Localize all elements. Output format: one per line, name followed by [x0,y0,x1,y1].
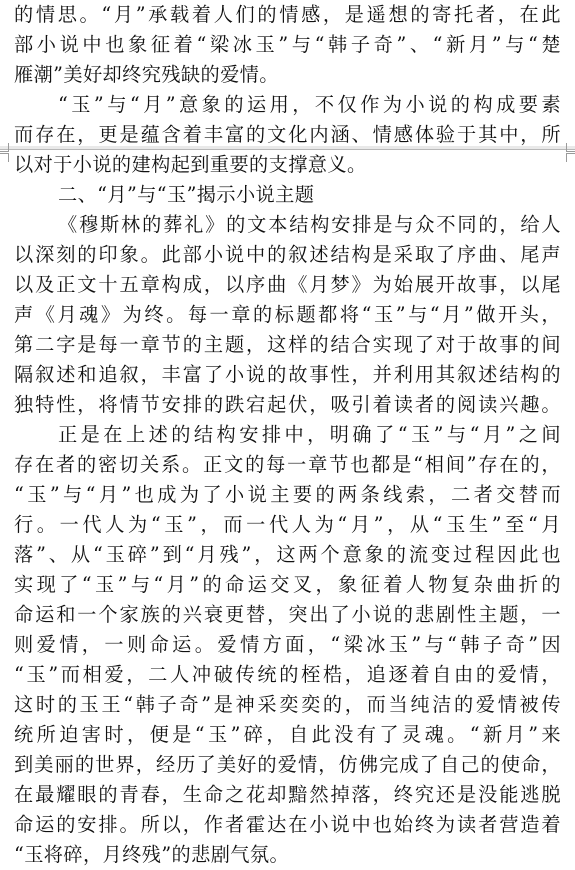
text-line: 隔叙述和追叙，丰富了小说的故事性，并利用其叙述结构的 [14,363,561,386]
text-line: 存在者的密切关系。正文的每一章节也都是“相间”存在的， [14,453,561,476]
text-line: 第二字是每一章节的主题，这样的结合实现了对于故事的间 [14,333,561,356]
text-line: 则爱情，一则命运。爱情方面，“梁冰玉”与“韩子奇”因 [14,633,561,656]
page-bottom-section [0,150,575,870]
text-line: “玉将碎，月终残”的悲剧气氛。 [14,843,290,866]
paragraph-first-line: 正是在上述的结构安排中，明确了“玉”与“月”之间 [58,423,561,446]
text-line: 命运的安排。所以，作者霍达在小说中也始终为读者营造着 [14,813,561,836]
text-line: 这时的玉王“韩子奇”是神采奕奕的，而当纯洁的爱情被传 [14,693,561,716]
text-line: 行。一代人为“玉”，而一代人为“月”，从“玉生”至“月 [14,513,561,536]
paragraph-first-line: “玉”与“月”意象的运用，不仅作为小说的构成要素 [58,93,561,116]
text-line: 以对于小说的建构起到重要的支撑意义。 [14,153,367,176]
text-line: 落”、从“玉碎”到“月残”，这两个意象的流变过程因此也 [14,543,561,566]
text-line: 以及正文十五章构成，以序曲《月梦》为始展开故事，以尾 [14,273,561,296]
section-heading: 二、“月”与“玉”揭示小说主题 [58,183,315,206]
text-line: 命运和一个家族的兴衰更替，突出了小说的悲剧性主题，一 [14,603,561,626]
text-line: 在最耀眼的青春，生命之花却黯然掉落，终究还是没能逃脱 [14,783,561,806]
text-line: “玉”与“月”也成为了小说主要的两条线索，二者交替而 [14,483,561,506]
page-top-section [0,0,575,150]
paragraph-first-line: 《穆斯林的葬礼》的文本结构安排是与众不同的，给人 [58,213,561,236]
text-line: 以深刻的印象。此部小说中的叙述结构是采取了序曲、尾声 [14,243,561,266]
text-line: 声《月魂》为终。每一章的标题都将“玉”与“月”做开头， [14,303,561,326]
text-line: 雁潮”美好却终究残缺的爱情。 [14,63,279,86]
text-line: 部小说中也象征着“梁冰玉”与“韩子奇”、“新月”与“楚 [14,33,561,56]
text-line: “玉”而相爱，二人冲破传统的桎梏，追逐着自由的爱情， [14,663,561,686]
text-line: 的情思。“月”承载着人们的情感，是遥想的寄托者，在此 [14,3,561,26]
text-line: 实现了“玉”与“月”的命运交叉，象征着人物复杂曲折的 [14,573,561,596]
text-line: 而存在，更是蕴含着丰富的文化内涵、情感体验于其中，所 [14,123,561,146]
text-line: 到美丽的世界，经历了美好的爱情，仿佛完成了自己的使命， [14,753,561,776]
text-line: 独特性，将情节安排的跌宕起伏，吸引着读者的阅读兴趣。 [14,393,561,416]
text-line: 统所迫害时，便是“玉”碎，自此没有了灵魂。“新月”来 [14,723,561,746]
